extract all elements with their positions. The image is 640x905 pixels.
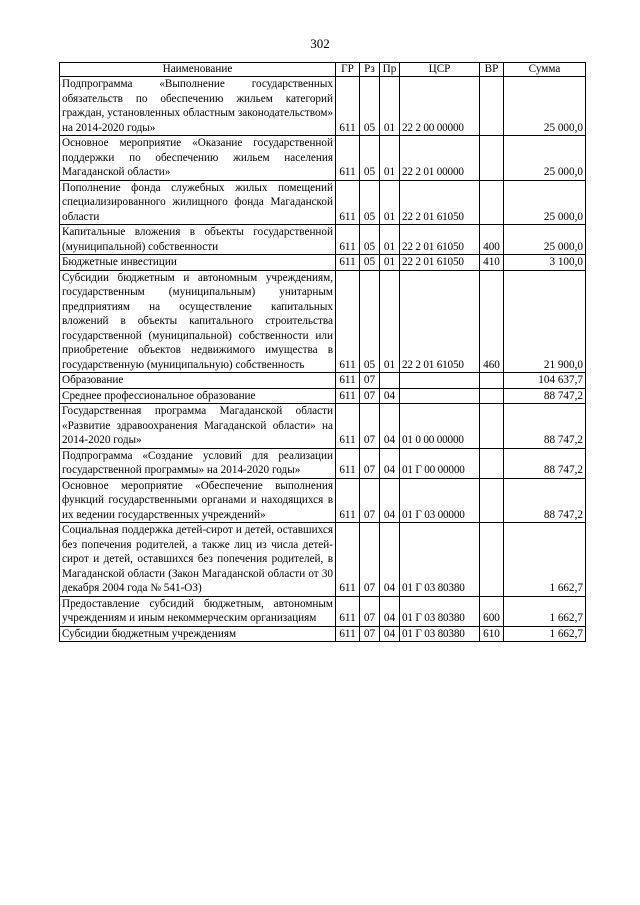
- cell-csr: 01 0 00 00000: [400, 404, 480, 449]
- cell-gr: 611: [336, 626, 360, 642]
- cell-name: Основное мероприятие «Оказание государственной поддержки по обеспечению жильем населения Магаданской области»: [60, 136, 336, 181]
- cell-gr: 611: [336, 596, 360, 626]
- cell-vr: [480, 404, 504, 449]
- cell-vr: [480, 180, 504, 225]
- cell-csr: 22 2 00 00000: [400, 77, 480, 136]
- header-csr: ЦСР: [400, 63, 480, 77]
- table-row: [60, 373, 586, 389]
- cell-gr: 611: [336, 523, 360, 597]
- cell-gr: 611: [336, 388, 360, 404]
- table-row: [60, 448, 586, 478]
- cell-name: Предоставление субсидий бюджетным, автономным учреждениям и иным некоммерческим организациям: [60, 596, 336, 626]
- table-body: [60, 77, 586, 642]
- cell-csr: 22 2 01 61050: [400, 225, 480, 255]
- cell-pr: [380, 373, 400, 389]
- cell-rz: 05: [360, 77, 380, 136]
- cell-vr: 610: [480, 626, 504, 642]
- cell-csr: 01 Г 03 80380: [400, 626, 480, 642]
- cell-pr: 01: [380, 255, 400, 271]
- cell-vr: [480, 77, 504, 136]
- cell-sum: 88 747,2: [504, 478, 586, 523]
- cell-vr: [480, 136, 504, 181]
- cell-gr: 611: [336, 255, 360, 271]
- cell-name: Субсидии бюджетным учреждениям: [60, 626, 336, 642]
- cell-csr: 01 Г 00 00000: [400, 448, 480, 478]
- cell-gr: 611: [336, 180, 360, 225]
- cell-vr: [480, 448, 504, 478]
- cell-vr: [480, 373, 504, 389]
- cell-rz: 05: [360, 136, 380, 181]
- header-pr: Пр: [380, 63, 400, 77]
- cell-pr: 04: [380, 523, 400, 597]
- cell-rz: 07: [360, 404, 380, 449]
- table-header-row: [60, 63, 586, 77]
- table-row: [60, 404, 586, 449]
- cell-rz: 07: [360, 373, 380, 389]
- cell-sum: 25 000,0: [504, 225, 586, 255]
- cell-name: Пополнение фонда служебных жилых помещений специализированного жилищного фонда Магаданской области: [60, 180, 336, 225]
- cell-name: Капитальные вложения в объекты государственной (муниципальной) собственности: [60, 225, 336, 255]
- cell-gr: 611: [336, 77, 360, 136]
- budget-table: [59, 62, 586, 642]
- cell-sum: 1 662,7: [504, 523, 586, 597]
- cell-name: Социальная поддержка детей-сирот и детей, оставшихся без попечения родителей, а также лиц из числа детей-сирот и детей, оставшихся без попечения родителей, в Магаданской области (Закон Магаданской области от 30 декабря 2004 года № 541-ОЗ): [60, 523, 336, 597]
- header-rz: Рз: [360, 63, 380, 77]
- cell-name: Подпрограмма «Создание условий для реализации государственной программы» на 2014-2020 годы»: [60, 448, 336, 478]
- table-row: [60, 596, 586, 626]
- cell-gr: 611: [336, 373, 360, 389]
- cell-gr: 611: [336, 478, 360, 523]
- table-row: [60, 225, 586, 255]
- header-gr: ГР: [336, 63, 360, 77]
- cell-csr: 01 Г 03 80380: [400, 596, 480, 626]
- cell-name: Среднее профессиональное образование: [60, 388, 336, 404]
- cell-rz: 07: [360, 523, 380, 597]
- cell-sum: 88 747,2: [504, 404, 586, 449]
- cell-name: Основное мероприятие «Обеспечение выполнения функций государственными органами и находящихся в их ведении государственных учреждений»: [60, 478, 336, 523]
- table-row: [60, 180, 586, 225]
- header-vr: ВР: [480, 63, 504, 77]
- header-sum: Сумма: [504, 63, 586, 77]
- cell-pr: 01: [380, 180, 400, 225]
- cell-pr: 04: [380, 404, 400, 449]
- header-name: Наименование: [60, 63, 336, 77]
- cell-csr: [400, 388, 480, 404]
- cell-pr: 04: [380, 596, 400, 626]
- table-row: [60, 255, 586, 271]
- cell-gr: 611: [336, 448, 360, 478]
- cell-vr: 400: [480, 225, 504, 255]
- cell-name: Субсидии бюджетным и автономным учреждениям, государственным (муниципальным) унитарным предприятиям на осуществление капитальных вложений в объекты капитального строительства государственной (муниципальной) собственности или приобретение объектов недвижимого имущества в государственную (муниципальную) собственность: [60, 270, 336, 373]
- cell-sum: 21 900,0: [504, 270, 586, 373]
- table-row: [60, 136, 586, 181]
- cell-pr: 01: [380, 270, 400, 373]
- cell-pr: 04: [380, 388, 400, 404]
- cell-vr: 410: [480, 255, 504, 271]
- cell-csr: 01 Г 03 80380: [400, 523, 480, 597]
- cell-gr: 611: [336, 225, 360, 255]
- cell-rz: 07: [360, 596, 380, 626]
- cell-vr: [480, 478, 504, 523]
- cell-sum: 88 747,2: [504, 388, 586, 404]
- table-row: [60, 626, 586, 642]
- table-row: [60, 77, 586, 136]
- cell-rz: 05: [360, 180, 380, 225]
- cell-sum: 1 662,7: [504, 596, 586, 626]
- cell-gr: 611: [336, 270, 360, 373]
- cell-csr: 22 2 01 61050: [400, 180, 480, 225]
- cell-rz: 05: [360, 270, 380, 373]
- cell-vr: 460: [480, 270, 504, 373]
- cell-sum: 3 100,0: [504, 255, 586, 271]
- cell-sum: 25 000,0: [504, 136, 586, 181]
- cell-rz: 07: [360, 448, 380, 478]
- cell-csr: [400, 373, 480, 389]
- cell-gr: 611: [336, 404, 360, 449]
- cell-sum: 25 000,0: [504, 77, 586, 136]
- cell-sum: 25 000,0: [504, 180, 586, 225]
- table-row: [60, 478, 586, 523]
- table-row: [60, 523, 586, 597]
- cell-rz: 07: [360, 626, 380, 642]
- cell-vr: [480, 388, 504, 404]
- cell-name: Бюджетные инвестиции: [60, 255, 336, 271]
- table-row: [60, 270, 586, 373]
- cell-pr: 04: [380, 448, 400, 478]
- cell-sum: 104 637,7: [504, 373, 586, 389]
- cell-csr: 22 2 01 00000: [400, 136, 480, 181]
- cell-rz: 07: [360, 388, 380, 404]
- cell-gr: 611: [336, 136, 360, 181]
- cell-pr: 01: [380, 225, 400, 255]
- cell-rz: 05: [360, 225, 380, 255]
- cell-pr: 04: [380, 478, 400, 523]
- cell-name: Государственная программа Магаданской области «Развитие здравоохранения Магаданской области» на 2014-2020 годы»: [60, 404, 336, 449]
- cell-pr: 04: [380, 626, 400, 642]
- cell-csr: 22 2 01 61050: [400, 255, 480, 271]
- cell-sum: 88 747,2: [504, 448, 586, 478]
- table-row: [60, 388, 586, 404]
- page-number: 302: [310, 36, 330, 51]
- cell-pr: 01: [380, 77, 400, 136]
- cell-sum: 1 662,7: [504, 626, 586, 642]
- cell-rz: 07: [360, 478, 380, 523]
- cell-vr: [480, 523, 504, 597]
- cell-name: Образование: [60, 373, 336, 389]
- cell-rz: 05: [360, 255, 380, 271]
- cell-csr: 01 Г 03 00000: [400, 478, 480, 523]
- cell-pr: 01: [380, 136, 400, 181]
- cell-csr: 22 2 01 61050: [400, 270, 480, 373]
- cell-vr: 600: [480, 596, 504, 626]
- cell-name: Подпрограмма «Выполнение государственных обязательств по обеспечению жильем категорий граждан, установленных областным законодательством» на 2014-2020 годы»: [60, 77, 336, 136]
